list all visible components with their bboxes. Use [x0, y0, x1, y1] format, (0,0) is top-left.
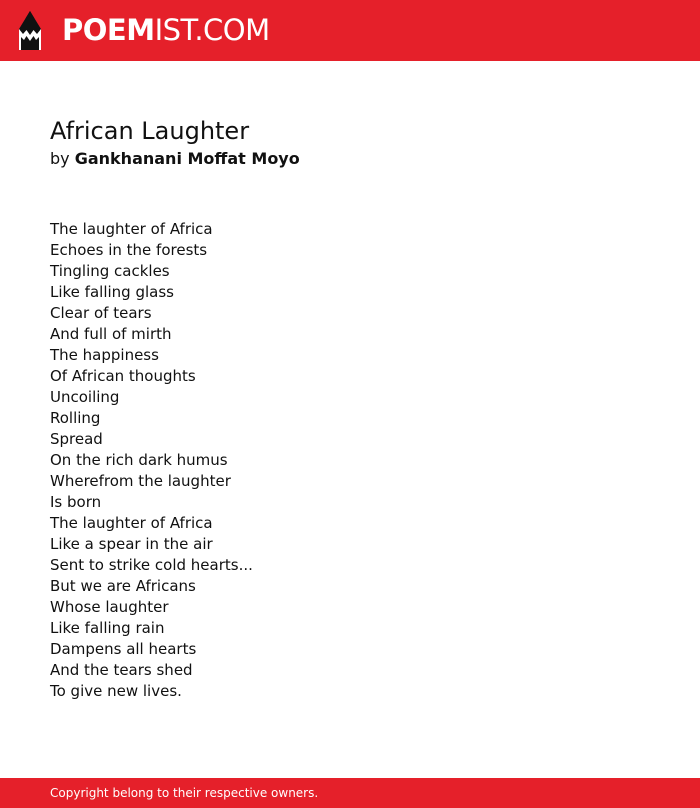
poem-line: Like falling rain — [50, 619, 165, 637]
poem-line: On the rich dark humus — [50, 451, 228, 469]
site-header — [0, 0, 700, 61]
poem-byline — [50, 148, 660, 170]
poem-line: Like falling glass — [50, 283, 174, 301]
poem-line: Dampens all hearts — [50, 640, 197, 658]
poem-title: African Laughter — [50, 117, 250, 145]
byline-prefix: by — [50, 149, 70, 168]
poem-line: To give new lives. — [50, 682, 182, 700]
copyright-notice: Copyright belong to their respective owners. — [50, 786, 319, 800]
poem-line: Is born — [50, 493, 102, 511]
poem-line: Sent to strike cold hearts... — [50, 556, 253, 574]
poem-line: Clear of tears — [50, 304, 152, 322]
poem-line: Spread — [50, 430, 103, 448]
poem-line: Whose laughter — [50, 598, 169, 616]
logo-wordmark-light: IST.COM — [154, 13, 270, 47]
poem-author[interactable]: Gankhanani Moffat Moyo — [74, 149, 300, 168]
poem-line: The happiness — [50, 346, 159, 364]
poem-content — [50, 116, 660, 702]
site-footer — [0, 778, 700, 808]
pencil-tip-icon — [18, 10, 42, 51]
poem-body — [50, 219, 660, 702]
logo-wordmark — [62, 13, 270, 47]
poem-line: Like a spear in the air — [50, 535, 213, 553]
poem-line: Of African thoughts — [50, 367, 196, 385]
poem-line: The laughter of Africa — [50, 220, 213, 238]
poem-line: Wherefrom the laughter — [50, 472, 231, 490]
poem-line: The laughter of Africa — [50, 514, 213, 532]
poem-line: Tingling cackles — [50, 262, 170, 280]
logo-wordmark-bold: POEM — [62, 13, 155, 47]
poem-line: And the tears shed — [50, 661, 193, 679]
site-logo[interactable] — [18, 0, 270, 61]
poem-line: Rolling — [50, 409, 101, 427]
poem-line: Echoes in the forests — [50, 241, 208, 259]
poem-line: And full of mirth — [50, 325, 172, 343]
poem-line: Uncoiling — [50, 388, 120, 406]
poem-line: But we are Africans — [50, 577, 196, 595]
